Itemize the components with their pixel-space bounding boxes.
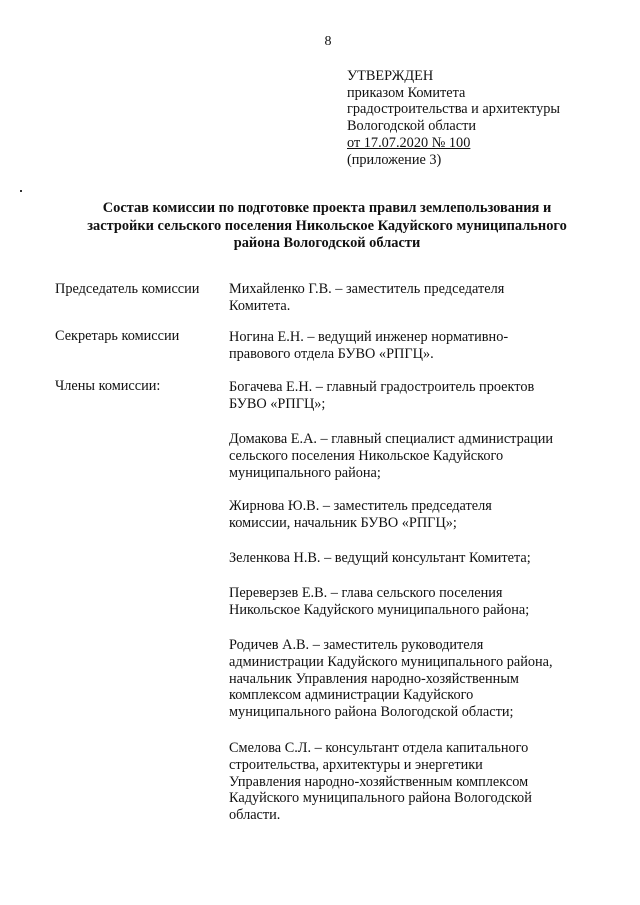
role-members: Члены комиссии:: [55, 378, 161, 394]
entry-line: Переверзев Е.В. – глава сельского поселения: [229, 585, 503, 601]
approval-heading: УТВЕРЖДЕН: [347, 68, 434, 84]
entry-line: комиссии, начальник БУВО «РПГЦ»;: [229, 514, 457, 531]
entry-line: Жирнова Ю.В. – заместитель председателя: [229, 498, 492, 514]
entry-line: Никольское Кадуйского муниципального района;: [229, 601, 530, 618]
title-line: застройки сельского поселения Никольское Кадуйского муниципального: [87, 217, 567, 234]
member-entry: [229, 379, 599, 413]
page-number: 8: [324, 34, 332, 49]
member-entry: [229, 550, 599, 567]
approval-line: Вологодской области: [347, 118, 477, 135]
document-title: [60, 200, 594, 253]
entry-line: Михайленко Г.В. – заместитель председателя: [229, 281, 505, 297]
entry-line: Смелова С.Л. – консультант отдела капитального: [229, 740, 529, 756]
entry-line: начальник Управления народно-хозяйственным: [229, 670, 519, 687]
approval-line: градостроительства и архитектуры: [347, 101, 561, 118]
member-entry: [229, 281, 599, 315]
entry-line: Ногина Е.Н. – ведущий инженер нормативно-: [229, 329, 509, 345]
entry-line: Домакова Е.А. – главный специалист администрации: [229, 431, 554, 447]
entry-line: Управления народно-хозяйственным комплексом: [229, 773, 529, 790]
entry-line: БУВО «РПГЦ»;: [229, 395, 326, 412]
approval-line: приказом Комитета: [347, 84, 466, 101]
entry-line: строительства, архитектуры и энергетики: [229, 756, 483, 773]
entry-line: правового отдела БУВО «РПГЦ».: [229, 345, 434, 362]
entry-line: области.: [229, 807, 281, 824]
member-entry: [229, 637, 599, 721]
entry-line: Родичев А.В. – заместитель руководителя: [229, 637, 484, 653]
member-entry: [229, 329, 599, 363]
approval-order-date: от 17.07.2020 № 100: [347, 134, 471, 151]
role-chairman: Председатель комиссии: [55, 281, 200, 297]
entry-line: Богачева Е.Н. – главный градостроитель проектов: [229, 379, 535, 395]
member-entry: [229, 431, 599, 481]
approval-appendix: (приложение 3): [347, 151, 442, 168]
member-entry: [229, 498, 599, 532]
title-line: Состав комиссии по подготовке проекта правил землепользования и: [102, 200, 552, 216]
role-secretary: Секретарь комиссии: [55, 328, 180, 344]
entry-line: муниципального района Вологодской области;: [229, 704, 514, 721]
member-entry: [229, 740, 599, 824]
entry-line: администрации Кадуйского муниципального района,: [229, 653, 553, 670]
entry-line: сельского поселения Никольское Кадуйского: [229, 447, 504, 464]
entry-line: Кадуйского муниципального района Вологодской: [229, 790, 532, 807]
member-entry: [229, 585, 599, 619]
approval-block: [347, 68, 560, 168]
entry-line: Комитета.: [229, 297, 291, 314]
entry-line: муниципального района;: [229, 464, 381, 481]
entry-line: Зеленкова Н.В. – ведущий консультант Комитета;: [229, 550, 531, 566]
title-line: района Вологодской области: [233, 235, 421, 251]
scan-artifact: [20, 190, 22, 192]
entry-line: комплексом администрации Кадуйского: [229, 687, 474, 704]
